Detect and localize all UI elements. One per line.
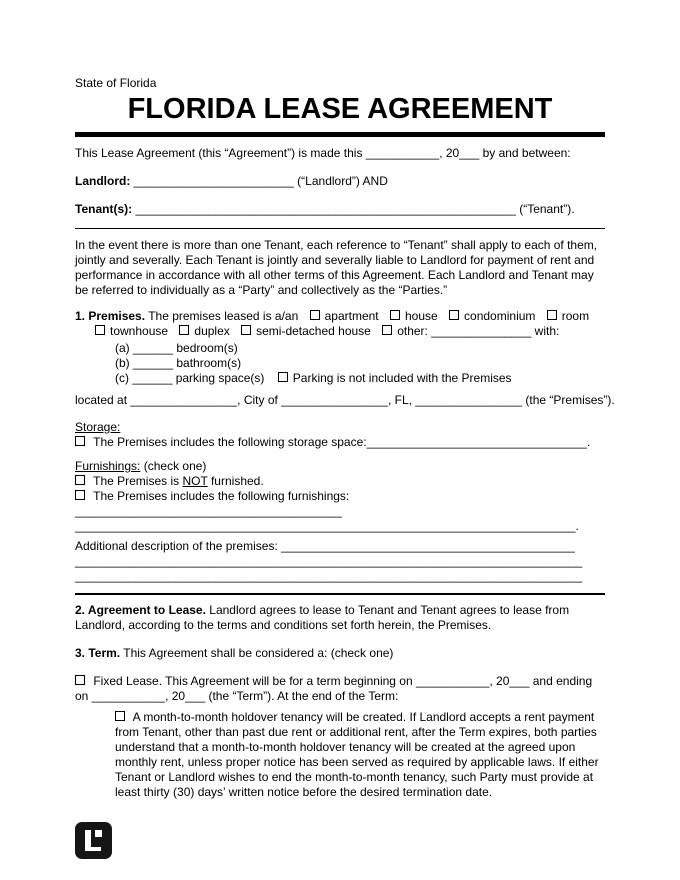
legal-templates-logo-icon [75, 822, 112, 859]
checkbox-other[interactable] [382, 325, 392, 335]
tenant-label: Tenant(s): [75, 202, 133, 216]
additional-blank-line-2: ____________________________________________________________________________ [75, 569, 583, 583]
additional-description-blank: ____________________________________________ [281, 539, 575, 553]
agreement-heading: 2. Agreement to Lease. [75, 603, 206, 617]
bedrooms-line: (a) ______ bedroom(s) [115, 341, 238, 355]
tenant-line [75, 202, 605, 217]
furnishings-check-one-note: (check one) [143, 459, 207, 473]
premises-type-row-1 [75, 309, 605, 324]
furnishings-section [75, 459, 605, 584]
storage-heading [75, 420, 605, 435]
option-condominium [449, 309, 535, 323]
checkbox-semi-detached-house[interactable] [241, 325, 251, 335]
additional-description-label: Additional description of the premises: [75, 539, 278, 553]
option-label-room: room [561, 309, 590, 323]
premises-type-row-2 [75, 324, 605, 339]
term-body: This Agreement shall be considered a: (check one) [123, 646, 394, 660]
option-label-other: other: _______________ with: [397, 324, 560, 338]
not-furnished-post: furnished. [210, 474, 264, 488]
fixed-lease-text: Fixed Lease. This Agreement will be for a term beginning on ___________, 20___ and ending on ___________, 20___ (the “Term”). At the end of the Term: [75, 674, 593, 703]
fixed-lease-option [75, 674, 605, 704]
checkbox-not-furnished[interactable] [75, 475, 85, 485]
checkbox-includes-furnishings[interactable] [75, 490, 85, 500]
furnishings-blank-line-1: ________________________________________ [75, 504, 342, 518]
intro-sentence: This Lease Agreement (this “Agreement”) is made this ___________, 20___ by and between: [75, 146, 571, 160]
term-heading: 3. Term. [75, 646, 121, 660]
section-divider [75, 593, 605, 595]
holdover-text: A month-to-month holdover tenancy will be created. If Landlord accepts a rent payment from Tenant, other than past due rent or additional rent, after the Term expires, both parties understand that a month-to-month holdover tenancy will be created at the agreed upon monthly rent, unless proper notice has been served as required by applicable laws. If either Tenant or Landlord wishes to end the month-to-month tenancy, such Party must provide at least thirty (30) days’ written notice before the desired termination date. [115, 710, 599, 799]
intro-divider [75, 228, 605, 229]
bathrooms-line: (b) ______ bathroom(s) [115, 356, 242, 370]
located-line: located at ________________, City of ________________, FL, ________________ (the “Premises”). [75, 393, 615, 407]
parking-line [115, 371, 605, 386]
storage-option-text: The Premises includes the following storage space:_________________________________. [93, 435, 591, 449]
checkbox-house[interactable] [390, 310, 400, 320]
checkbox-storage-space[interactable] [75, 436, 85, 446]
option-room [547, 309, 589, 323]
checkbox-room[interactable] [547, 310, 557, 320]
option-semi-detached-house [241, 324, 371, 338]
not-word: NOT [182, 474, 208, 488]
premises-heading: 1. Premises. [75, 309, 146, 323]
option-label-condominium: condominium [464, 309, 536, 323]
document-title: FLORIDA LEASE AGREEMENT [127, 93, 553, 125]
landlord-blank: ________________________ (“Landlord”) AND [133, 174, 388, 188]
option-label-house: house [404, 309, 438, 323]
state-label: State of Florida [75, 76, 157, 90]
agreement-body: Landlord agrees to lease to Tenant and Tenant agrees to lease from Landlord, according to the terms and conditions set forth herein, the Premises. [75, 603, 570, 632]
option-label-townhouse: townhouse [110, 324, 169, 338]
parking-count: (c) ______ parking space(s) [115, 371, 265, 385]
furnishings-blank-line-2: ___________________________________________________________________________. [75, 519, 579, 533]
furnished-option [75, 489, 605, 504]
agreement-to-lease-paragraph [75, 603, 605, 633]
storage-section [75, 420, 605, 450]
option-parking-not-included [278, 371, 512, 385]
joint-liability-clause: In the event there is more than one Tenant, each reference to “Tenant” shall apply to each of them, jointly and severally. Each Tenant is jointly and severally liable to Landlord for payment of rent and performance in accordance with all other terms of this Agreement. Each Landlord and Tenant may be referred to individually as a “Party” and collectively as the “Parties.” [75, 238, 598, 297]
footer-logo [75, 822, 112, 863]
checkbox-fixed-lease[interactable] [75, 675, 85, 685]
holdover-tenancy-clause [115, 710, 605, 800]
option-house [390, 309, 438, 323]
additional-blank-line-1: ____________________________________________________________________________ [75, 554, 583, 568]
furnished-option-text: The Premises includes the following furnishings: [93, 489, 350, 503]
checkbox-parking-not-included[interactable] [278, 372, 288, 382]
landlord-line [75, 174, 605, 189]
parking-not-included-label: Parking is not included with the Premises [292, 371, 512, 385]
checkbox-condominium[interactable] [449, 310, 459, 320]
not-furnished-pre: The Premises is [93, 474, 180, 488]
option-label-duplex: duplex [194, 324, 230, 338]
premises-lead: The premises leased is a/an [148, 309, 299, 323]
term-line [75, 646, 605, 661]
option-label-semi-detached-house: semi-detached house [256, 324, 371, 338]
storage-heading-text: Storage: [75, 420, 121, 434]
option-label-apartment: apartment [324, 309, 379, 323]
tenant-blank: _________________________________________________________ (“Tenant”). [135, 202, 575, 216]
checkbox-month-to-month-holdover[interactable] [115, 711, 125, 721]
option-other [382, 324, 559, 338]
premises-subitems [75, 341, 605, 386]
checkbox-townhouse[interactable] [95, 325, 105, 335]
checkbox-duplex[interactable] [179, 325, 189, 335]
not-furnished-option [75, 474, 605, 489]
furnishings-heading-line [75, 459, 605, 474]
option-apartment [310, 309, 379, 323]
option-duplex [179, 324, 229, 338]
additional-description-line [75, 539, 605, 554]
storage-option [75, 435, 605, 450]
furnishings-heading-text: Furnishings: [75, 459, 141, 473]
landlord-label: Landlord: [75, 174, 131, 188]
option-townhouse [95, 324, 168, 338]
checkbox-apartment[interactable] [310, 310, 320, 320]
title-divider [75, 132, 605, 137]
